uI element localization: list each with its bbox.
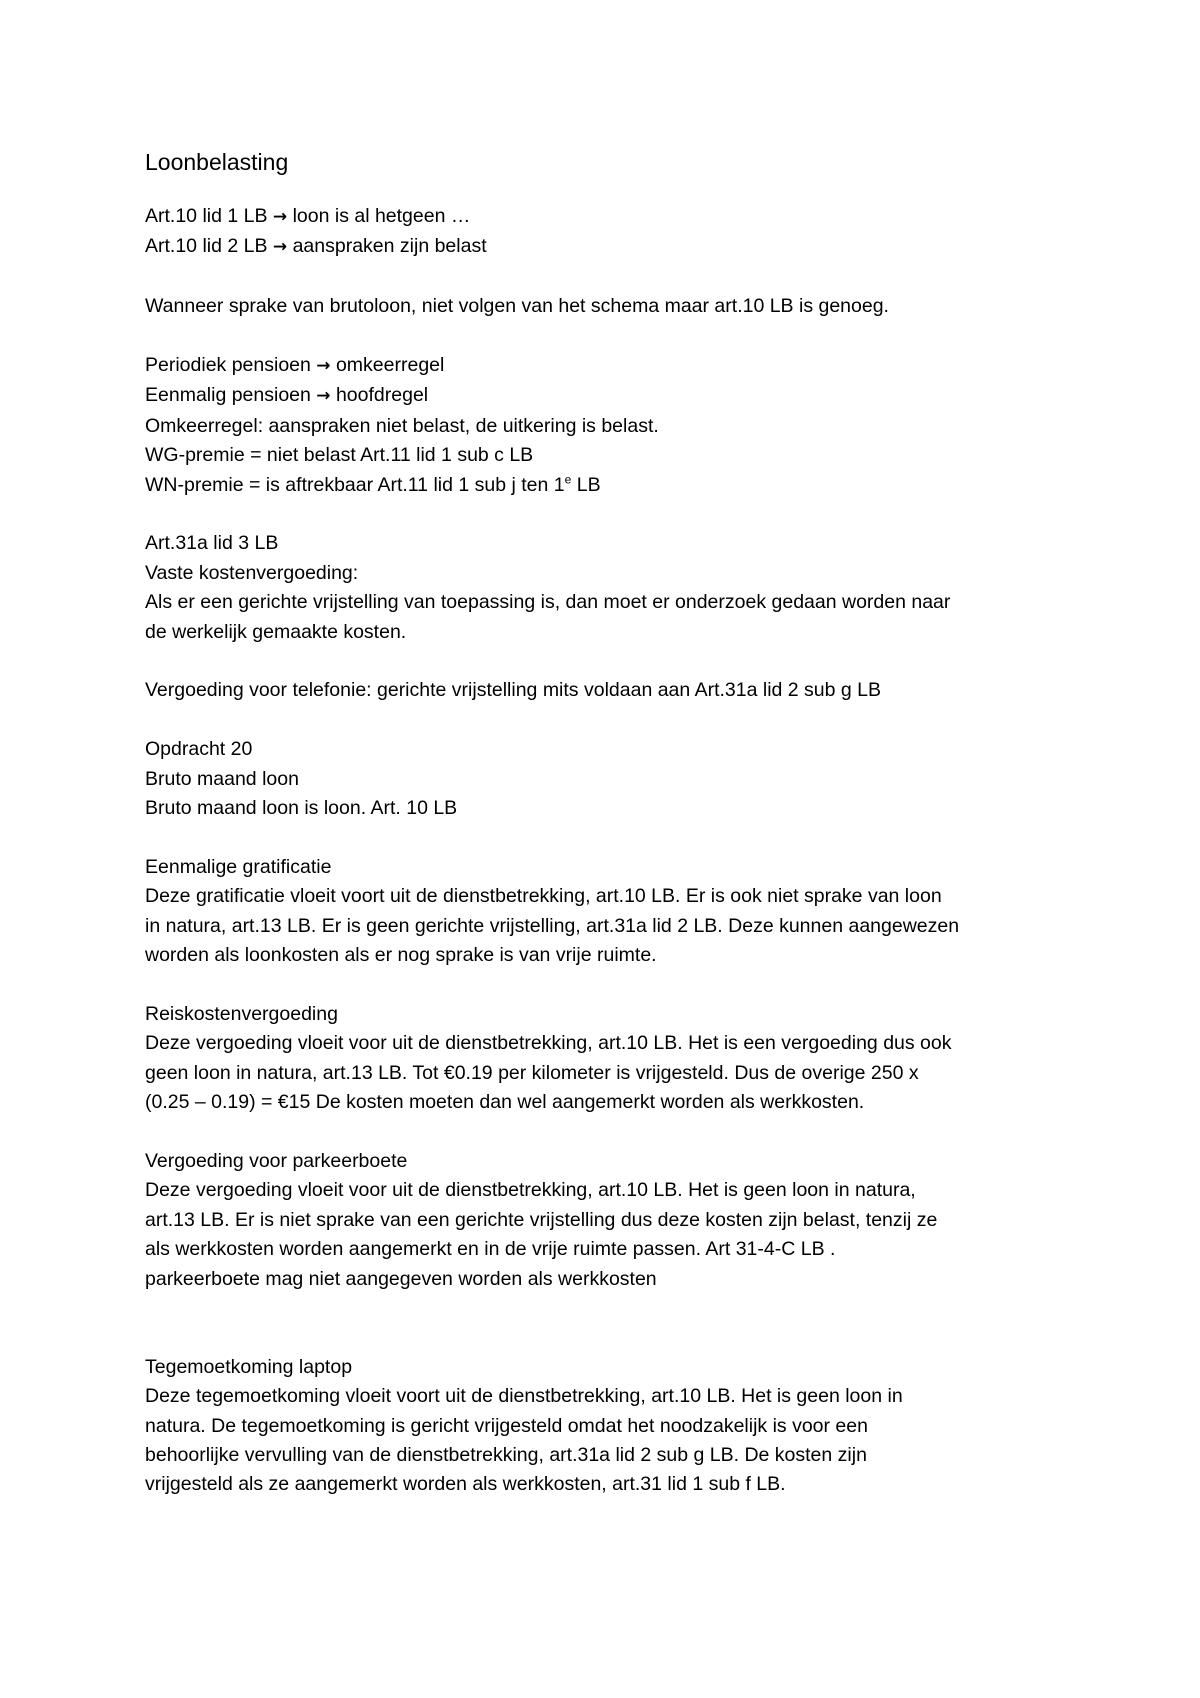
text-line: Reiskostenvergoeding <box>145 1002 338 1025</box>
text-line: Art.31a lid 3 LB <box>145 532 279 555</box>
text-line: Vergoeding voor telefonie: gerichte vrijstelling mits voldaan aan Art.31a lid 2 sub g LB <box>145 679 882 702</box>
text-line: de werkelijk gemaakte kosten. <box>145 620 407 643</box>
section-laptop <box>145 1353 1085 1500</box>
text-line: Periodiek pensioen → omkeerregel <box>145 354 445 376</box>
text-line: WG-premie = niet belast Art.11 lid 1 sub c LB <box>145 444 534 467</box>
text-line: geen loon in natura, art.13 LB. Tot €0.19 per kilometer is vrijgesteld. Dus de overige 250 x <box>145 1061 919 1084</box>
document-body <box>145 146 1085 1529</box>
text-line: Deze gratificatie vloeit voort uit de dienstbetrekking, art.10 LB. Er is ook niet sprake van loon <box>145 885 942 908</box>
text-line: Art.10 lid 1 LB → loon is al hetgeen … <box>145 205 471 227</box>
text-line: Art.10 lid 2 LB → aanspraken zijn belast <box>145 235 487 258</box>
section-brutoloon <box>145 292 1085 321</box>
text-line: parkeerboete mag niet aangegeven worden als werkkosten <box>145 1267 657 1290</box>
arrow-icon: → <box>316 386 331 407</box>
section-pensioen <box>145 351 1085 500</box>
text-line: Vaste kostenvergoeding: <box>145 561 359 584</box>
text-line: Deze vergoeding vloeit voor uit de dienstbetrekking, art.10 LB. Het is een vergoeding dus ook <box>145 1032 952 1055</box>
text-line: Wanneer sprake van brutoloon, niet volgen van het schema maar art.10 LB is genoeg. <box>145 295 889 318</box>
text-line: natura. De tegemoetkoming is gericht vrijgesteld omdat het noodzakelijk is voor een <box>145 1414 868 1437</box>
text-line: Deze vergoeding vloeit voor uit de dienstbetrekking, art.10 LB. Het is geen loon in natura, <box>145 1179 916 1202</box>
text-line: Bruto maand loon <box>145 767 299 790</box>
document-title: Loonbelasting <box>145 149 289 175</box>
text-line: Tegemoetkoming laptop <box>145 1355 353 1378</box>
text-line: Eenmalige gratificatie <box>145 855 332 878</box>
section-gratificatie <box>145 853 1085 971</box>
text-line: Vergoeding voor parkeerboete <box>145 1149 408 1172</box>
text-line: Omkeerregel: aanspraken niet belast, de uitkering is belast. <box>145 414 659 437</box>
section-telefonie <box>145 676 1085 705</box>
text-line: in natura, art.13 LB. Er is geen gerichte vrijstelling, art.31a lid 2 LB. Deze kunnen aangewezen <box>145 914 960 937</box>
section-art10 <box>145 202 1085 263</box>
text-line: vrijgesteld als ze aangemerkt worden als werkkosten, art.31 lid 1 sub f LB. <box>145 1473 786 1496</box>
superscript: e <box>564 472 572 487</box>
section-reiskosten <box>145 1000 1085 1118</box>
text-line: behoorlijke vervulling van de dienstbetrekking, art.31a lid 2 sub g LB. De kosten zijn <box>145 1443 867 1466</box>
text-line: art.13 LB. Er is niet sprake van een gerichte vrijstelling dus deze kosten zijn belast, tenzij ze <box>145 1208 938 1231</box>
text-line: Eenmalig pensioen → hoofdregel <box>145 384 429 407</box>
text-line: (0.25 – 0.19) = €15 De kosten moeten dan wel aangemerkt worden als werkkosten. <box>145 1091 865 1114</box>
arrow-icon: → <box>272 207 288 227</box>
section-opdracht-20 <box>145 735 1085 823</box>
text-line: Bruto maand loon is loon. Art. 10 LB <box>145 797 458 820</box>
text-line: Opdracht 20 <box>145 738 253 761</box>
arrow-icon: → <box>272 237 288 258</box>
text-line: Als er een gerichte vrijstelling van toepassing is, dan moet er onderzoek gedaan worden naar <box>145 591 951 614</box>
arrow-icon: → <box>316 356 331 376</box>
text-line: Deze tegemoetkoming vloeit voort uit de dienstbetrekking, art.10 LB. Het is geen loon in <box>145 1385 903 1408</box>
section-art31a <box>145 529 1085 647</box>
text-line: worden als loonkosten als er nog sprake is van vrije ruimte. <box>145 944 657 967</box>
text-line: als werkkosten worden aangemerkt en in de vrije ruimte passen. Art 31-4-C LB . <box>145 1238 836 1261</box>
section-parkeerboete <box>145 1147 1085 1294</box>
text-line: WN-premie = is aftrekbaar Art.11 lid 1 sub j ten 1e LB <box>145 472 601 496</box>
